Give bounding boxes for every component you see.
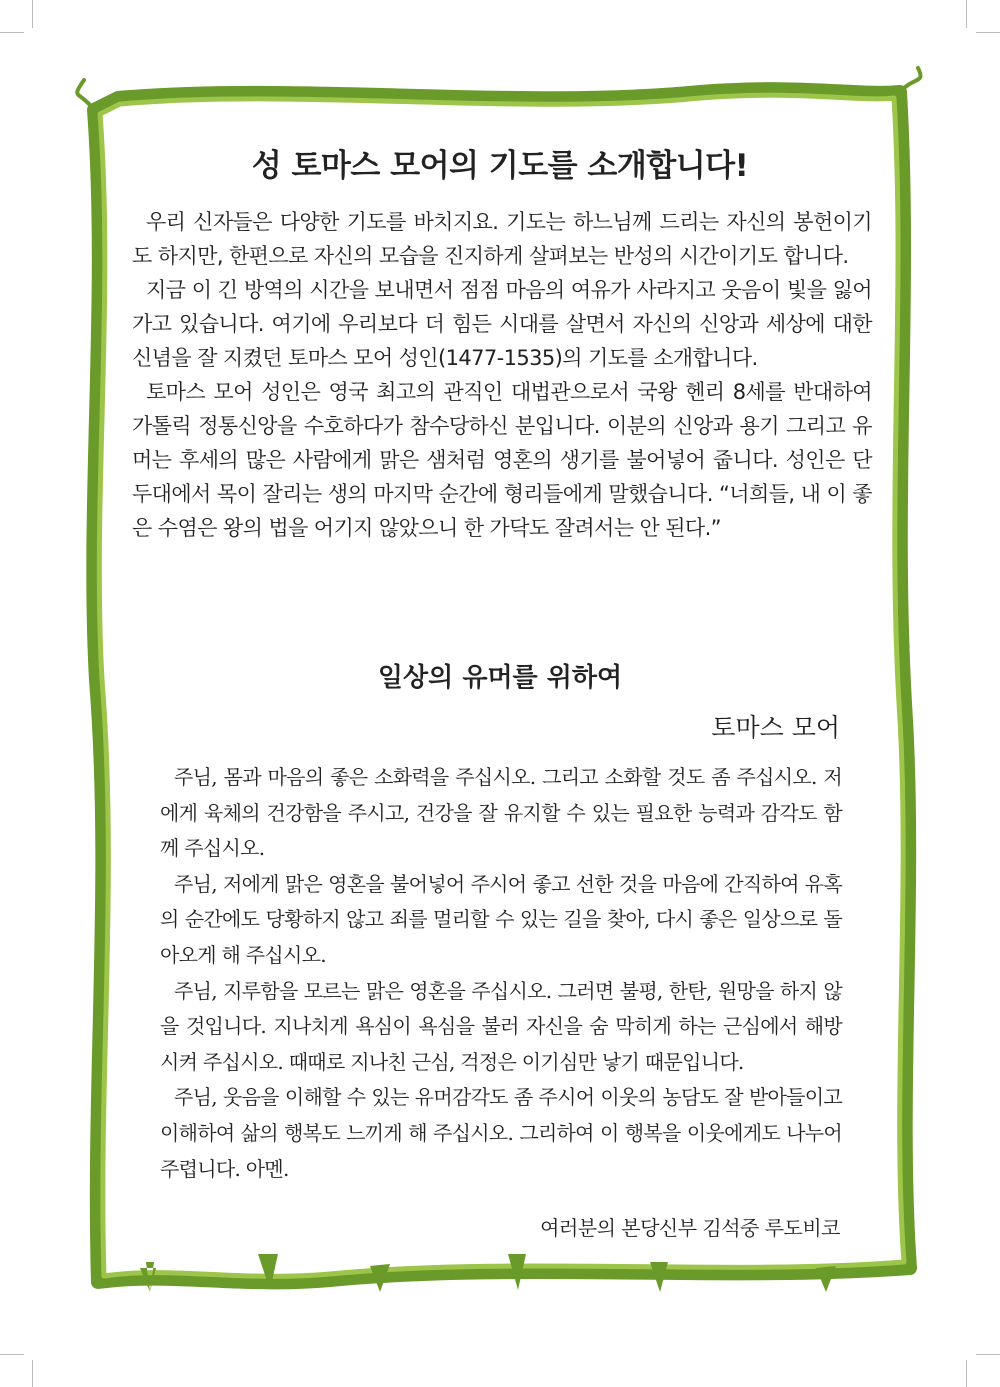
prayer-paragraph: 주님, 몸과 마음의 좋은 소화력을 주십시오. 그리고 소화할 것도 좀 주십시오. 저에게 육체의 건강함을 주시고, 건강을 잘 유지할 수 있는 필요한 능력과 감각도 함께 주십시오. xyxy=(160,765,842,861)
prayer-title: 일상의 유머를 위하여 xyxy=(377,663,623,693)
prayer-paragraph: 주님, 지루함을 모르는 맑은 영혼을 주십시오. 그러면 불평, 한탄, 원망을 하지 않을 것입니다. 지나치게 욕심이 욕심을 불러 자신을 숨 막히게 하는 근심에서 해방시켜 주십시오. 때때로 지나친 근심, 걱정은 이기심만 낳기 때문입니다. xyxy=(160,978,842,1074)
vine-tendril xyxy=(77,80,94,110)
prayer-section xyxy=(160,760,842,1187)
intro-paragraph: 우리 신자들은 다양한 기도를 바치지요. 기도는 하느님께 드리는 자신의 봉헌이기도 하지만, 한편으로 자신의 모습을 진지하게 살펴보는 반성의 시간이기도 합니다. xyxy=(132,210,872,268)
page-title: 성 토마스 모어의 기도를 소개합니다! xyxy=(251,148,749,184)
intro-section xyxy=(132,205,872,545)
intro-paragraph: 토마스 모어 성인은 영국 최고의 관직인 대법관으로서 국왕 헨리 8세를 반대하여 가톨릭 정통신앙을 수호하다가 참수당하신 분입니다. 이분의 신앙과 용기 그리고 유머는 후세의 많은 사람에게 맑은 샘처럼 영혼의 생기를 불어넣어 줍니다. 성인은 단두대에서 목이 잘리는 생의 마지막 순간에 형리들에게 말했습니다. “너희들, 내 이 좋은 수염은 왕의 법을 어기지 않았으니 한 가닥도 잘려서는 안 된다.” xyxy=(132,380,872,540)
signature: 여러분의 본당신부 김석중 루도비코 xyxy=(540,1216,840,1240)
prayer-author: 토마스 모어 xyxy=(711,713,840,742)
vine-tendril xyxy=(900,68,921,92)
intro-paragraph: 지금 이 긴 방역의 시간을 보내면서 점점 마음의 여유가 사라지고 웃음이 빛을 잃어가고 있습니다. 여기에 우리보다 더 힘든 시대를 살면서 자신의 신앙과 세상에 대한 신념을 잘 지켰던 토마스 모어 성인(1477-1535)의 기도를 소개합니다. xyxy=(132,278,872,370)
prayer-paragraph: 주님, 저에게 맑은 영혼을 불어넣어 주시어 좋고 선한 것을 마음에 간직하여 유혹의 순간에도 당황하지 않고 죄를 멀리할 수 있는 길을 찾아, 다시 좋은 일상으로 돌아오게 해 주십시오. xyxy=(160,871,842,967)
prayer-paragraph: 주님, 웃음을 이해할 수 있는 유머감각도 좀 주시어 이웃의 농담도 잘 받아들이고 이해하여 삶의 행복도 느끼게 해 주십시오. 그리하여 이 행복을 이웃에게도 나누어 주렵니다. 아멘. xyxy=(160,1085,842,1181)
